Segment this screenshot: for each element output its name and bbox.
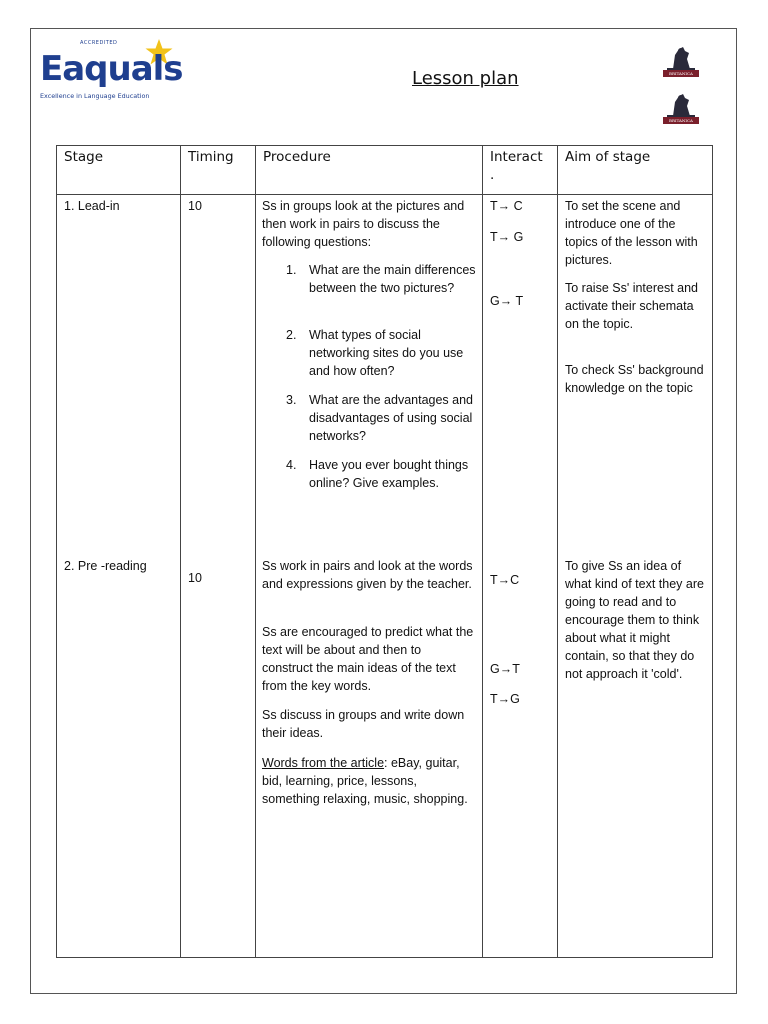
logo-wordmark: Eaquals [40,49,183,89]
logo-accredited: ACCREDITED [80,40,118,46]
header-stage: Stage [57,146,181,195]
row1-interaction-2: T→ G [490,230,524,244]
crest-icon [663,45,699,77]
row2-words [262,754,474,808]
header-procedure: Procedure [256,146,483,195]
row1-interaction-1: T→ C [490,199,523,213]
header-aim: Aim of stage [558,146,713,195]
table-header-row [57,146,713,195]
row1-stage-cell [57,195,181,958]
row1-interaction-cell [483,195,558,958]
header-timing: Timing [181,146,256,195]
row2-timing: 10 [188,571,202,585]
words-list: : eBay, guitar, bid, learning, price, lessons, something relaxing, music, shopping. [262,756,468,806]
row1-aim-1: To set the scene and introduce one of the topics of the lesson with pictures. [565,199,698,267]
row1-procedure-cell: Ss in groups look at the pictures and then work in pairs to discuss the following questions: 1. What are the main differences between the two pictures? 2. What types of social networking sites do you use and how often? 3. What are the advantages and disadvantages of using social networks? 4. Have you ever bought things online? Give examples. Ss work in pairs and look at the words and expressions given by the teacher. Ss are encouraged to predict what the text will be about and then to construct the main ideas of the text from the key words. Ss discuss in groups and write down their ideas. Words from the article: eBay, guitar, bid, learning, price, lessons, something relaxing, music, shopping. [256,195,483,958]
row2-procedure-2: Ss are encouraged to predict what the text will be about and then to construct the main ideas of the text from the key words. [262,625,474,693]
page-title: Lesson plan [412,68,519,89]
row2-aim: To give Ss an idea of what kind of text they are going to read and to encourage them to think about what it might contain, so that they do not approach it 'cold'. [565,559,704,681]
row1-timing: 10 [188,199,202,213]
lesson-plan-table [56,145,713,958]
header-interaction: Interact . [483,146,558,195]
logo-tagline: Excellence in Language Education [40,92,150,100]
row1-aim-2: To raise Ss' interest and activate their schemata on the topic. [565,281,699,331]
row1-stage: 1. Lead-in [64,199,120,213]
row2-procedure-3: Ss discuss in groups and write down their ideas. [262,708,465,740]
row2-interaction-1: T→C [490,573,520,587]
row2-stage: 2. Pre -reading [64,559,147,573]
crest-label: BRITANICA [663,70,699,77]
row2-procedure-1: Ss work in pairs and look at the words and expressions given by the teacher. [262,559,473,591]
row2-interaction-3: T→G [490,692,520,706]
row1-aim-cell [558,195,713,958]
words-label: Words from the article [262,756,385,770]
table-row [57,195,713,958]
row1-aim-3: To check Ss' background knowledge on the topic [565,363,704,395]
crest-label: BRITANICA [663,117,699,124]
row1-interaction-3: G→ T [490,294,524,308]
row1-procedure-intro: Ss in groups look at the pictures and then work in pairs to discuss the following questions: [262,199,465,249]
row1-timing-cell [181,195,256,958]
eaquals-logo [40,38,190,106]
crest-icon [663,92,699,124]
row2-interaction-2: G→T [490,662,520,676]
